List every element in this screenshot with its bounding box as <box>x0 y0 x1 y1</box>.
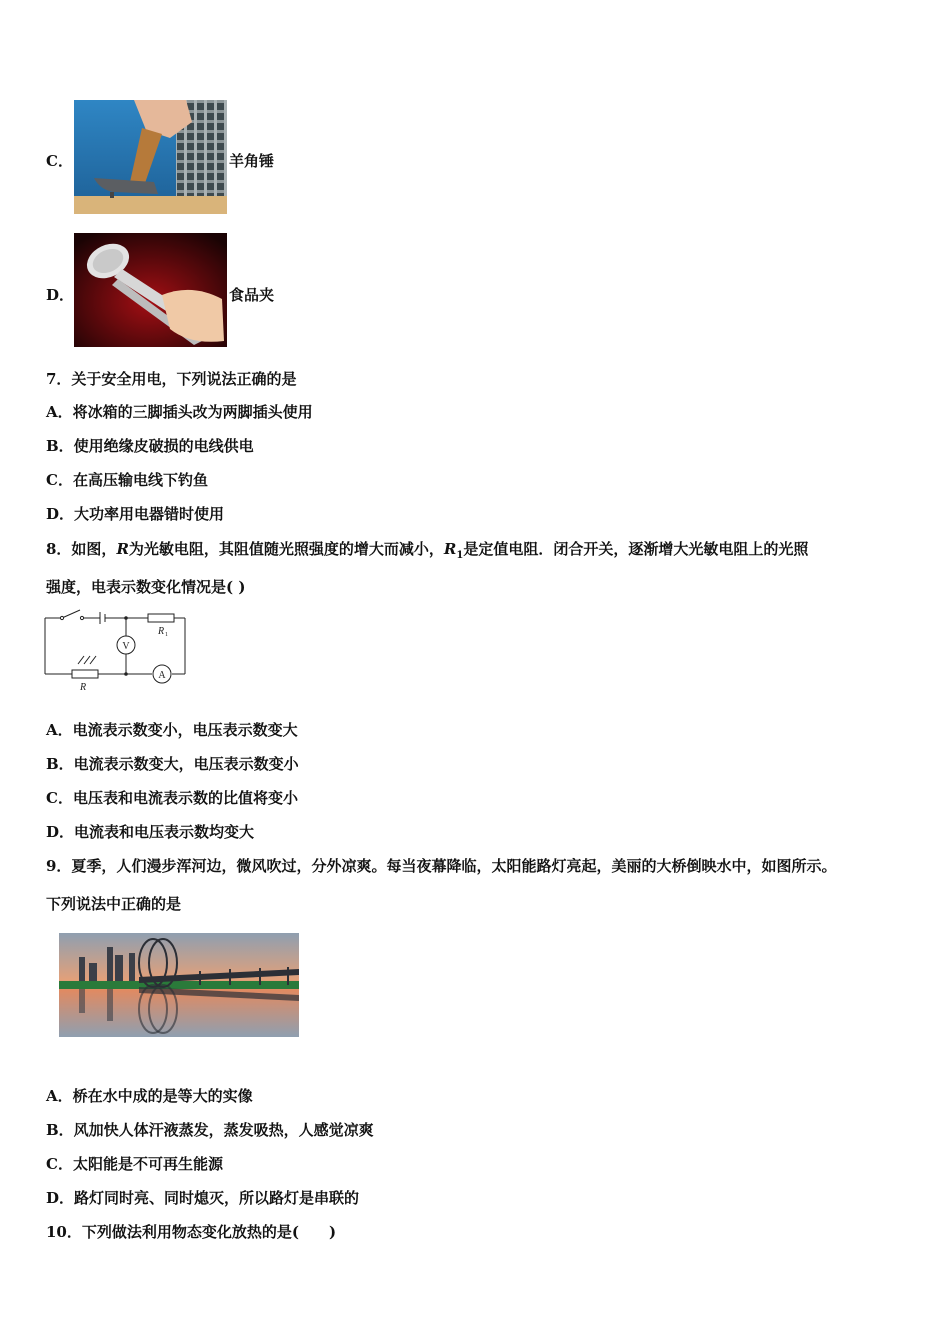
q7-option-b: B．使用绝缘皮破损的电线供电 <box>46 437 254 455</box>
q9-option-a: A．桥在水中成的是等大的实像 <box>46 1087 253 1105</box>
ammeter-label: A <box>158 670 166 681</box>
food-tongs-photo <box>74 233 227 347</box>
bridge-reflection-photo <box>59 933 299 1037</box>
r-label: R <box>80 682 87 693</box>
q8-option-d: D．电流表和电压表示数均变大 <box>46 823 255 841</box>
q7-stem: 7．关于安全用电，下列说法正确的是 <box>46 370 297 388</box>
var-r1: R <box>443 540 457 558</box>
q8-option-b: B．电流表示数变大，电压表示数变小 <box>46 755 299 773</box>
option-d-letter: D． <box>46 286 75 304</box>
r1-label: R <box>158 626 165 637</box>
claw-hammer-photo <box>74 100 227 214</box>
q10-stem: 10．下列做法利用物态变化放热的是( ) <box>46 1223 337 1241</box>
option-d-caption: 食品夹 <box>229 286 275 304</box>
voltmeter-label: V <box>122 641 130 652</box>
q7-option-a: A．将冰箱的三脚插头改为两脚插头使用 <box>46 403 313 421</box>
q8-option-c: C．电压表和电流表示数的比值将变小 <box>46 789 298 807</box>
q8-stem-line2: 强度，电表示数变化情况是( ) <box>46 578 246 596</box>
circuit-diagram <box>42 606 192 696</box>
q9-option-d: D．路灯同时亮、同时熄灭，所以路灯是串联的 <box>46 1189 360 1207</box>
q7-option-c: C．在高压输电线下钓鱼 <box>46 471 208 489</box>
q8-stem-line1: 8．如图，R为光敏电阻，其阻值随光照强度的增大而减小，$R_1$是定值电阻．闭合开关，逐渐增大光敏电阻上的光照 <box>46 540 809 561</box>
q9-option-b: B．风加快人体汗液蒸发，蒸发吸热，人感觉凉爽 <box>46 1121 374 1139</box>
q9-stem-line1: 9．夏季，人们漫步浑河边，微风吹过，分外凉爽。每当夜幕降临，太阳能路灯亮起，美丽的大桥倒映水中，如图所示。 <box>46 857 837 875</box>
q8-option-a: A．电流表示数变小，电压表示数变大 <box>46 721 298 739</box>
option-c-caption: 羊角锤 <box>229 152 275 170</box>
q9-option-c: C．太阳能是不可再生能源 <box>46 1155 223 1173</box>
q7-option-d: D．大功率用电器错时使用 <box>46 505 225 523</box>
option-c-letter: C． <box>46 152 73 170</box>
var-r: R <box>116 540 129 558</box>
q9-stem-line2: 下列说法中正确的是 <box>46 895 182 913</box>
r1-sub-label: 1 <box>165 632 168 638</box>
